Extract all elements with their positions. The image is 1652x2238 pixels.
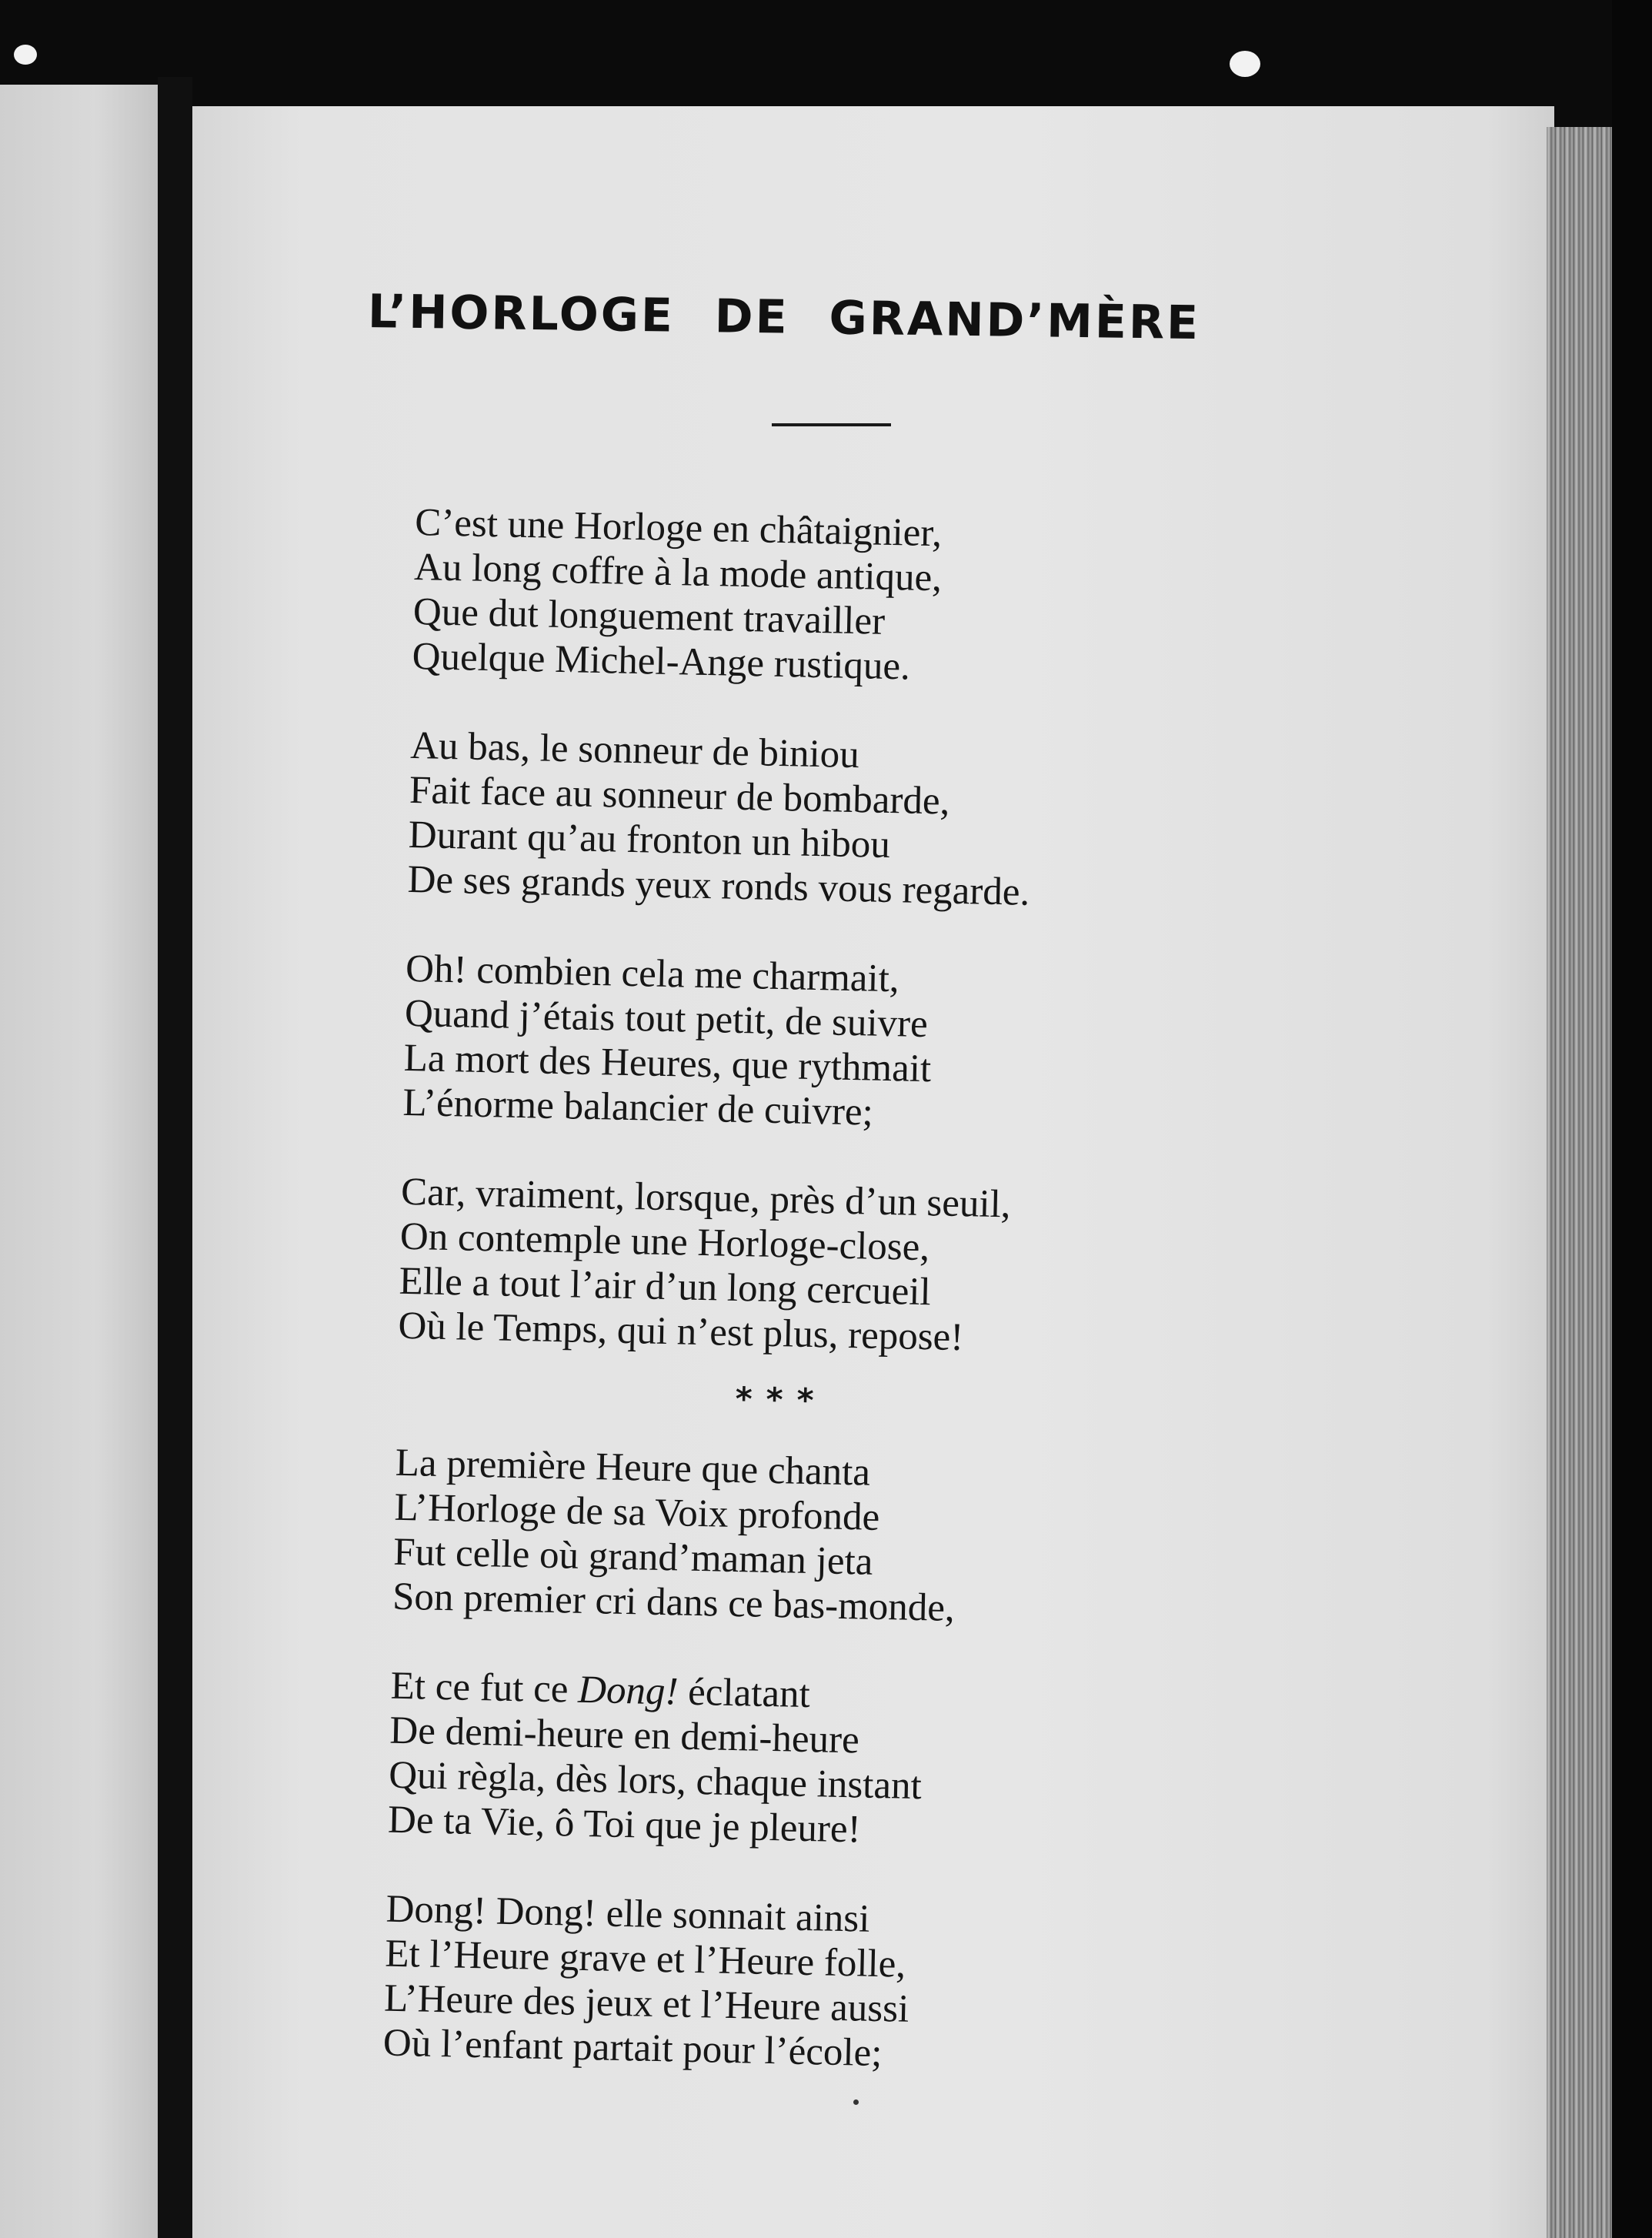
stanza-5	[392, 1441, 1227, 1637]
poem-line: On contemple une Horloge-close,	[399, 1214, 930, 1270]
poem-line: Son premier cri dans ce bas-monde,	[392, 1575, 956, 1630]
stanza-1	[412, 500, 1247, 696]
stanza-7	[382, 1887, 1217, 2083]
poem-line: Fait face au sonneur de bombarde,	[409, 768, 950, 823]
poem-line: Que dut longuement travailler	[412, 590, 886, 643]
poem-line: L’Horloge de sa Voix profonde	[393, 1485, 880, 1539]
poem-line: Et l’Heure grave et l’Heure folle,	[384, 1932, 906, 1986]
poem-title: L’HORLOGE DE GRAND’MÈRE	[367, 285, 1201, 351]
poem-line: Elle a tout l’air d’un long cercueil	[399, 1259, 932, 1314]
poem-line: De ses grands yeux ronds vous regarde.	[407, 857, 1030, 914]
poem-line: L’énorme balancier de cuivre;	[402, 1081, 874, 1134]
poem-line: Où le Temps, qui n’est plus, repose!	[397, 1304, 964, 1360]
section-separator: ***	[735, 1379, 829, 1420]
stanza-3	[402, 947, 1237, 1143]
poem-line: De ta Vie, ô Toi que je pleure!	[387, 1798, 862, 1852]
poem-line: Dong! Dong! elle sonnait ainsi	[385, 1887, 870, 1941]
scan-speck	[1230, 51, 1260, 77]
line-text: Et ce fut ce	[390, 1664, 579, 1712]
poem-line: Oh! combien cela me charmait,	[405, 947, 900, 1001]
page-edges-stack	[1547, 127, 1612, 2238]
poem-line: Car, vraiment, lorsque, près d’un seuil,	[400, 1170, 1012, 1227]
poem-line: Quelque Michel-Ange rustique.	[412, 634, 911, 689]
line-text: éclatant	[677, 1670, 811, 1717]
page-mark	[853, 2099, 859, 2105]
poem-line: Durant qu’au fronton un hibou	[408, 813, 891, 867]
poem-line: La mort des Heures, que rythmait	[403, 1036, 932, 1091]
poem-line: Au bas, le sonneur de biniou	[409, 723, 860, 777]
poem-line: De demi-heure en demi-heure	[389, 1709, 860, 1762]
poem-line: La première Heure que chanta	[395, 1441, 871, 1495]
right-dark-margin	[1612, 0, 1652, 2238]
poem-line: Qui règla, dès lors, chaque instant	[388, 1753, 923, 1809]
scan-speck	[14, 45, 37, 65]
poem-body	[382, 500, 1247, 2127]
poem-line: Fut celle où grand’maman jeta	[392, 1530, 873, 1584]
poem-line: Où l’enfant partait pour l’école;	[382, 2021, 883, 2076]
stanza-2	[407, 723, 1242, 920]
poem-line: L’Heure des jeux et l’Heure aussi	[383, 1976, 909, 2031]
poem-line: Quand j’étais tout petit, de suivre	[404, 991, 929, 1047]
italic-dong: Dong!	[577, 1668, 679, 1714]
book-gutter	[158, 77, 192, 2238]
poem-line: C’est une Horloge en châtaignier,	[414, 500, 943, 556]
stanza-4	[398, 1170, 1233, 1366]
left-page-edge	[0, 85, 158, 2238]
poem-line: Au long coffre à la mode antique,	[413, 545, 943, 600]
title-rule	[772, 423, 891, 426]
stanza-6	[387, 1664, 1222, 1860]
